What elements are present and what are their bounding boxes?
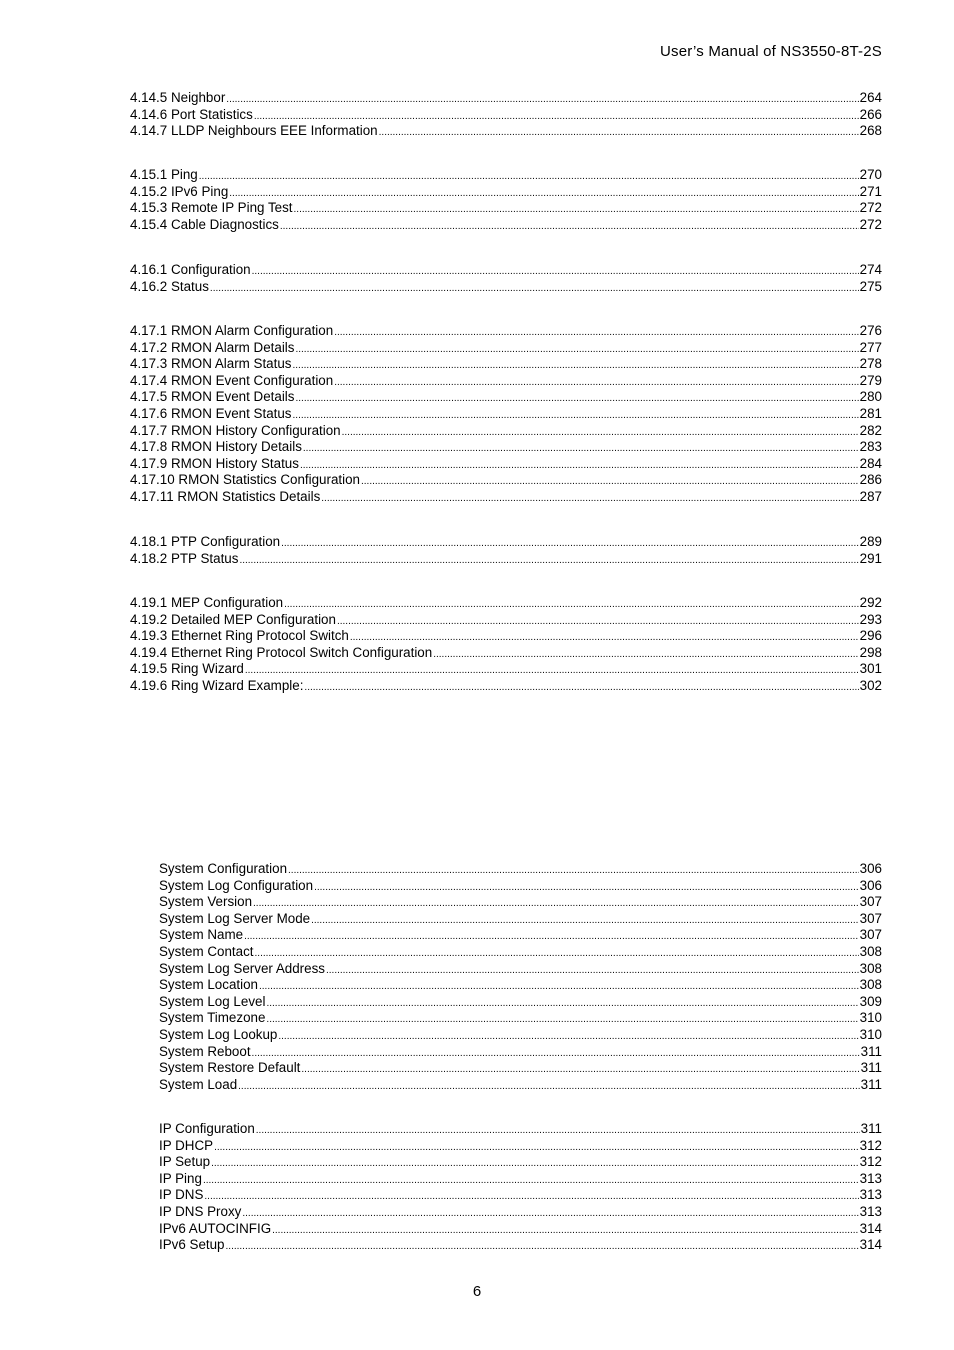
toc-entry-page-number: 301	[859, 661, 882, 677]
toc-entry[interactable]	[130, 262, 882, 279]
toc-entry-label: 4.17.5 RMON Event Details	[130, 389, 295, 405]
toc-entry-label: System Timezone	[159, 1010, 266, 1026]
toc-group-4-16	[130, 262, 882, 295]
toc-entry-label: 4.17.3 RMON Alarm Status	[130, 356, 292, 372]
toc-entry-page-number: 282	[859, 422, 882, 438]
toc-entry-label: 4.17.10 RMON Statistics Configuration	[130, 472, 360, 488]
toc-entry-page-number: 306	[859, 877, 882, 893]
toc-entry-label: System Log Configuration	[159, 877, 314, 893]
toc-entry-label: System Log Server Mode	[159, 910, 311, 926]
toc-dot-leader	[342, 425, 859, 442]
toc-entry-page-number: 293	[859, 611, 882, 627]
toc-dot-leader	[288, 863, 859, 880]
toc-entry-page-number: 276	[859, 323, 882, 338]
toc-entry-label: System Log Lookup	[159, 1026, 278, 1042]
toc-entry-page-number: 313	[859, 1187, 882, 1203]
toc-entry[interactable]	[159, 1138, 882, 1155]
toc-entry-label: 4.17.2 RMON Alarm Details	[130, 339, 295, 355]
toc-entry-page-number: 310	[859, 1010, 882, 1026]
toc-entry-page-number: 278	[859, 356, 882, 372]
toc-dot-leader	[245, 663, 859, 680]
toc-entry-page-number: 311	[860, 1076, 882, 1092]
toc-entry-page-number: 302	[859, 677, 882, 693]
page-header-title: User’s Manual of NS3550-8T-2S	[659, 43, 882, 60]
toc-dot-leader	[204, 1189, 858, 1206]
toc-dot-leader	[294, 202, 859, 219]
toc-entry[interactable]	[159, 878, 882, 895]
toc-group-4-18	[130, 534, 882, 567]
toc-entry-page-number: 311	[860, 1060, 882, 1076]
toc-dot-leader	[239, 553, 858, 570]
toc-dot-leader	[252, 264, 859, 281]
toc-entry-label: IP Ping	[159, 1170, 202, 1186]
toc-entry-page-number: 312	[859, 1137, 882, 1153]
toc-entry-page-number: 313	[859, 1170, 882, 1186]
toc-dot-leader	[300, 458, 859, 475]
toc-entry[interactable]	[130, 612, 882, 629]
toc-entry[interactable]	[130, 356, 882, 373]
toc-entry-page-number: 298	[859, 644, 882, 660]
toc-entry-label: IP DNS	[159, 1187, 204, 1203]
toc-group-ip	[159, 1121, 882, 1254]
toc-entry-label: 4.18.2 PTP Status	[130, 550, 239, 566]
toc-dot-leader	[301, 1062, 859, 1079]
toc-entry-label: 4.15.3 Remote IP Ping Test	[130, 200, 293, 216]
toc-dot-leader	[226, 92, 858, 109]
toc-dot-leader	[214, 1140, 859, 1157]
toc-entry[interactable]	[159, 1010, 882, 1027]
toc-entry-label: 4.15.1 Ping	[130, 167, 198, 182]
toc-entry-label: 4.19.1 MEP Configuration	[130, 595, 284, 610]
toc-entry-page-number: 286	[859, 472, 882, 488]
toc-entry[interactable]	[130, 406, 882, 423]
toc-entry[interactable]	[130, 534, 882, 551]
toc-entry[interactable]	[159, 1204, 882, 1221]
toc-dot-leader	[334, 325, 858, 342]
toc-entry-label: 4.18.1 PTP Configuration	[130, 534, 281, 549]
toc-entry-page-number: 291	[859, 550, 882, 566]
toc-entry-page-number: 311	[860, 1043, 882, 1059]
toc-entry-label: System Log Server Address	[159, 960, 325, 976]
toc-entry[interactable]	[130, 200, 882, 217]
toc-dot-leader	[242, 1206, 858, 1223]
toc-entry[interactable]	[130, 389, 882, 406]
toc-entry-page-number: 289	[859, 534, 882, 549]
toc-entry-page-number: 266	[859, 106, 882, 122]
toc-dot-leader	[295, 342, 858, 359]
toc-entry[interactable]	[159, 861, 882, 878]
toc-dot-leader	[266, 1012, 858, 1029]
toc-entry-page-number: 284	[859, 455, 882, 471]
toc-entry-label: System Restore Default	[159, 1060, 301, 1076]
toc-entry-page-number: 264	[859, 90, 882, 105]
toc-entry[interactable]	[130, 184, 882, 201]
toc-entry[interactable]	[159, 911, 882, 928]
toc-entry[interactable]	[159, 977, 882, 994]
toc-entry[interactable]	[159, 961, 882, 978]
toc-entry[interactable]	[130, 167, 882, 184]
toc-entry-label: System Configuration	[159, 861, 288, 876]
toc-entry-label: 4.19.6 Ring Wizard Example:	[130, 677, 304, 693]
toc-entry-label: 4.17.11 RMON Statistics Details	[130, 488, 321, 504]
toc-dot-leader	[281, 536, 859, 553]
toc-entry[interactable]	[130, 279, 882, 296]
toc-dot-leader	[293, 408, 859, 425]
toc-entry-page-number: 292	[859, 595, 882, 610]
toc-entry-label: System Contact	[159, 943, 254, 959]
toc-entry[interactable]	[159, 1187, 882, 1204]
toc-entry[interactable]	[130, 423, 882, 440]
toc-entry-page-number: 277	[859, 339, 882, 355]
toc-dot-leader	[379, 125, 859, 142]
toc-entry[interactable]	[159, 1221, 882, 1238]
toc-entry-label: System Reboot	[159, 1043, 251, 1059]
toc-entry-label: 4.19.2 Detailed MEP Configuration	[130, 611, 336, 627]
toc-entry-page-number: 274	[859, 262, 882, 277]
toc-dot-leader	[433, 647, 858, 664]
toc-entry-label: 4.19.5 Ring Wizard	[130, 661, 244, 677]
toc-entry-page-number: 309	[859, 993, 882, 1009]
toc-entry[interactable]	[159, 1060, 882, 1077]
toc-group-4-15	[130, 167, 882, 233]
toc-dot-leader	[229, 186, 858, 203]
toc-entry[interactable]	[159, 1077, 882, 1094]
toc-dot-leader	[311, 913, 859, 930]
toc-entry[interactable]	[159, 994, 882, 1011]
toc-entry[interactable]	[130, 217, 882, 234]
toc-entry[interactable]	[130, 107, 882, 124]
toc-dot-leader	[295, 391, 858, 408]
toc-entry-page-number: 308	[859, 960, 882, 976]
toc-entry-label: 4.14.5 Neighbor	[130, 90, 226, 105]
toc-entry-label: System Name	[159, 927, 244, 943]
toc-entry-label: IPv6 AUTOCINFIG	[159, 1220, 272, 1236]
toc-group-4-17	[130, 323, 882, 506]
toc-dot-leader	[326, 963, 859, 980]
toc-entry[interactable]	[159, 1044, 882, 1061]
toc-dot-leader	[203, 1173, 859, 1190]
toc-entry[interactable]	[130, 323, 882, 340]
toc-entry-label: System Location	[159, 977, 258, 993]
toc-entry-label: 4.17.7 RMON History Configuration	[130, 422, 341, 438]
toc-entry[interactable]	[130, 489, 882, 506]
toc-dot-leader	[293, 358, 859, 375]
toc-dot-leader	[284, 597, 859, 614]
toc-entry-label: IP Configuration	[159, 1121, 255, 1136]
toc-entry-label: 4.15.4 Cable Diagnostics	[130, 216, 279, 232]
toc-group-4-19	[130, 595, 882, 695]
toc-entry[interactable]	[130, 551, 882, 568]
toc-entry-page-number: 279	[859, 372, 882, 388]
toc-entry[interactable]	[159, 894, 882, 911]
toc-entry-page-number: 313	[859, 1203, 882, 1219]
toc-entry[interactable]	[159, 927, 882, 944]
toc-entry[interactable]	[130, 123, 882, 140]
toc-dot-leader	[210, 281, 859, 298]
toc-entry-label: 4.19.3 Ethernet Ring Protocol Switch	[130, 628, 349, 644]
toc-dot-leader	[238, 1079, 859, 1096]
toc-entry-page-number: 281	[859, 405, 882, 421]
toc-dot-leader	[266, 996, 858, 1013]
toc-entry[interactable]	[130, 340, 882, 357]
toc-entry-page-number: 312	[859, 1154, 882, 1170]
toc-entry[interactable]	[159, 1237, 882, 1254]
toc-entry[interactable]	[130, 373, 882, 390]
toc-entry[interactable]	[130, 595, 882, 612]
toc-dot-leader	[303, 441, 859, 458]
toc-dot-leader	[252, 1046, 860, 1063]
toc-group-system	[159, 861, 882, 1093]
toc-group-4-14	[130, 90, 882, 140]
toc-entry-page-number: 272	[859, 216, 882, 232]
toc-entry-page-number: 310	[859, 1026, 882, 1042]
toc-entry-label: 4.17.9 RMON History Status	[130, 455, 299, 471]
toc-entry-label: System Load	[159, 1076, 238, 1092]
toc-entry-label: IP DNS Proxy	[159, 1203, 242, 1219]
toc-entry[interactable]	[159, 1027, 882, 1044]
toc-entry[interactable]	[130, 678, 882, 695]
toc-entry-page-number: 308	[859, 977, 882, 993]
toc-entry-page-number: 268	[859, 123, 882, 139]
toc-dot-leader	[255, 946, 859, 963]
toc-entry-label: 4.16.1 Configuration	[130, 262, 251, 277]
toc-entry-page-number: 307	[859, 927, 882, 943]
toc-entry-page-number: 272	[859, 200, 882, 216]
toc-dot-leader	[334, 375, 858, 392]
toc-dot-leader	[314, 880, 859, 897]
toc-dot-leader	[259, 979, 859, 996]
toc-entry-page-number: 306	[859, 861, 882, 876]
toc-entry-label: IP DHCP	[159, 1137, 214, 1153]
toc-entry-label: 4.19.4 Ethernet Ring Protocol Switch Configuration	[130, 644, 433, 660]
toc-entry-page-number: 270	[859, 167, 882, 182]
toc-dot-leader	[280, 219, 859, 236]
toc-dot-leader	[337, 614, 859, 631]
toc-entry-label: IPv6 Setup	[159, 1237, 225, 1253]
toc-entry-page-number: 280	[859, 389, 882, 405]
toc-entry-label: 4.15.2 IPv6 Ping	[130, 183, 229, 199]
toc-entry-page-number: 307	[859, 894, 882, 910]
page-number: 6	[472, 1283, 482, 1300]
toc-dot-leader	[244, 929, 859, 946]
toc-entry[interactable]	[130, 456, 882, 473]
toc-dot-leader	[304, 680, 858, 697]
toc-dot-leader	[226, 1239, 859, 1256]
toc-entry[interactable]	[130, 90, 882, 107]
toc-entry[interactable]	[159, 1154, 882, 1171]
toc-entry-page-number: 296	[859, 628, 882, 644]
toc-entry-label: 4.14.7 LLDP Neighbours EEE Information	[130, 123, 378, 139]
toc-entry[interactable]	[130, 439, 882, 456]
toc-entry[interactable]	[130, 645, 882, 662]
toc-entry-label: 4.17.6 RMON Event Status	[130, 405, 292, 421]
toc-entry-page-number: 287	[859, 488, 882, 504]
toc-dot-leader	[256, 1123, 860, 1140]
toc-entry-label: System Log Level	[159, 993, 266, 1009]
toc-entry-page-number: 271	[859, 183, 882, 199]
toc-entry[interactable]	[130, 661, 882, 678]
toc-entry[interactable]	[130, 472, 882, 489]
toc-entry-page-number: 308	[859, 943, 882, 959]
toc-entry-label: 4.17.8 RMON History Details	[130, 439, 302, 455]
toc-dot-leader	[199, 169, 859, 186]
toc-entry-page-number: 314	[859, 1220, 882, 1236]
toc-entry-page-number: 307	[859, 910, 882, 926]
toc-entry-label: 4.14.6 Port Statistics	[130, 106, 253, 122]
toc-entry-page-number: 314	[859, 1237, 882, 1253]
toc-entry-label: 4.17.1 RMON Alarm Configuration	[130, 323, 334, 338]
toc-entry-page-number: 283	[859, 439, 882, 455]
toc-dot-leader	[211, 1156, 859, 1173]
toc-entry-page-number: 311	[860, 1121, 882, 1136]
toc-entry[interactable]	[159, 1121, 882, 1138]
toc-entry-page-number: 275	[859, 278, 882, 294]
toc-entry-label: IP Setup	[159, 1154, 211, 1170]
toc-entry-label: System Version	[159, 894, 253, 910]
toc-entry-label: 4.16.2 Status	[130, 278, 209, 294]
toc-dot-leader	[321, 491, 858, 508]
toc-entry[interactable]	[159, 1171, 882, 1188]
toc-entry[interactable]	[159, 944, 882, 961]
toc-entry[interactable]	[130, 628, 882, 645]
toc-dot-leader	[272, 1223, 859, 1240]
toc-dot-leader	[253, 896, 859, 913]
toc-dot-leader	[278, 1029, 858, 1046]
toc-dot-leader	[361, 474, 859, 491]
toc-entry-label: 4.17.4 RMON Event Configuration	[130, 372, 334, 388]
